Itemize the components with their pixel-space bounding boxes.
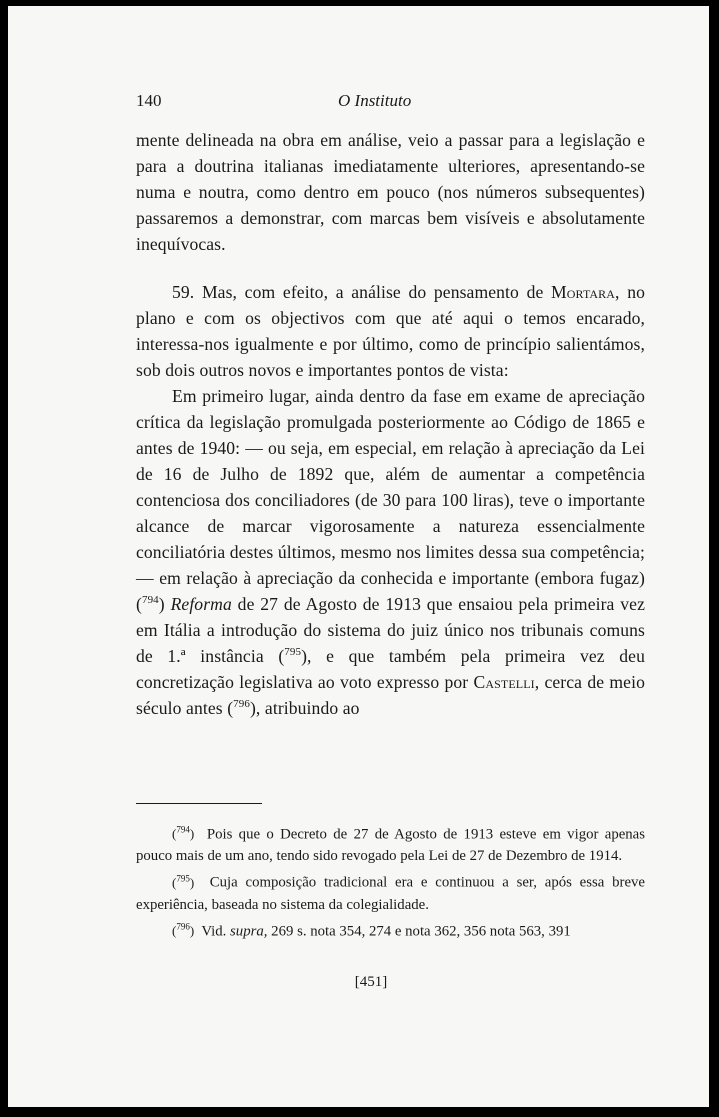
paragraph-text: de 27 de Agosto de 1913 que ensaiou pela primeira vez em Itália a introdução do sistema do juiz único nos tribunais comuns de 1.ª instância ( <box>136 594 645 666</box>
footnote-reference[interactable]: 794 <box>141 594 159 607</box>
paragraph-text: Em primeiro lugar, ainda dentro da fase em exame de apreciação crítica da legislação promulgada posteriormente ao Código de 1865 e antes de 1940: — ou seja, em especial, em relação à apreciação da Lei de 16 de Julho de 1892 que, além de aumentar a competência contenciosa dos conciliadores (de 30 para 100 liras), teve o importante alcance de marcar vigorosamente a natureza essencialmente conciliatória destes últimos, mesmo nos limites dessa sua competência; — em relação à apreciação da conhecida e importante (embora fugaz) ( <box>136 386 645 614</box>
footnote-text: 269 s. nota 354, 274 e nota 362, 356 nota 563, 391 <box>267 922 571 939</box>
body-text <box>136 127 645 721</box>
footnote-marker: ($^{795}$) <box>172 873 195 890</box>
document-page <box>8 6 709 1107</box>
footnote-795 <box>136 867 645 915</box>
footnote-text: Pois que o Decreto de 27 de Agosto de 1913 esteve em vigor apenas pouco mais de um ano, tendo sido revogado pela Lei de 27 de Dezembro de 1914. <box>136 826 646 865</box>
paragraph-text: , no plano e com os objectivos com que até aqui o temos encarado, interessa-nos igualmente e por último, como de princípio salientámos, sob dois outros novos e importantes pontos de vista: <box>136 282 645 380</box>
italic-term: supra, <box>230 922 268 939</box>
footnote-marker: ($^{794}$) <box>172 825 195 842</box>
paragraph-continuation <box>136 127 645 257</box>
footnote-text: Cuja composição tradicional era e continuou a ser, após essa breve experiência, baseada no sistema da colegialidade. <box>136 874 645 913</box>
footnote-reference[interactable]: 795 <box>284 646 302 659</box>
paragraph-first-point <box>136 383 645 721</box>
footnote-text: Vid. <box>201 922 231 939</box>
italic-term: Reforma <box>170 594 232 614</box>
paragraph-text: ) <box>158 594 171 614</box>
paragraph-text: mente delineada na obra em análise, veio a passar para a legislação e para a doutrina italianas imediatamente ulteriores, apresentando-se numa e noutra, como dentro em pouco (nos números subsequentes) passaremos a demonstrar, com marcas bem visíveis e absolutamente inequívocas. <box>136 130 645 254</box>
running-title: O Instituto <box>338 91 412 110</box>
footnote-marker: ($^{796}$) <box>172 921 195 938</box>
page-footer-marker: [451] <box>354 974 388 990</box>
footnote-794 <box>136 819 645 867</box>
page-header <box>8 86 709 116</box>
paragraph-59 <box>136 279 645 383</box>
author-name: Mortara <box>551 282 616 302</box>
footnote-796 <box>136 916 645 942</box>
paragraph-text: , cerca de meio século antes ( <box>136 672 645 718</box>
author-name: Castelli <box>473 672 535 692</box>
footnotes <box>136 819 645 942</box>
paragraph-text: ), e que também pela primeira vez deu concretização legislativa ao voto expresso por <box>136 646 645 692</box>
page-number: 140 <box>136 91 162 110</box>
footnote-divider <box>136 803 262 804</box>
paragraph-text: 59. Mas, com efeito, a análise do pensamento de <box>172 282 552 302</box>
footnote-reference[interactable]: 796 <box>233 698 250 711</box>
paragraph-text: ), atribuindo ao <box>249 698 360 718</box>
